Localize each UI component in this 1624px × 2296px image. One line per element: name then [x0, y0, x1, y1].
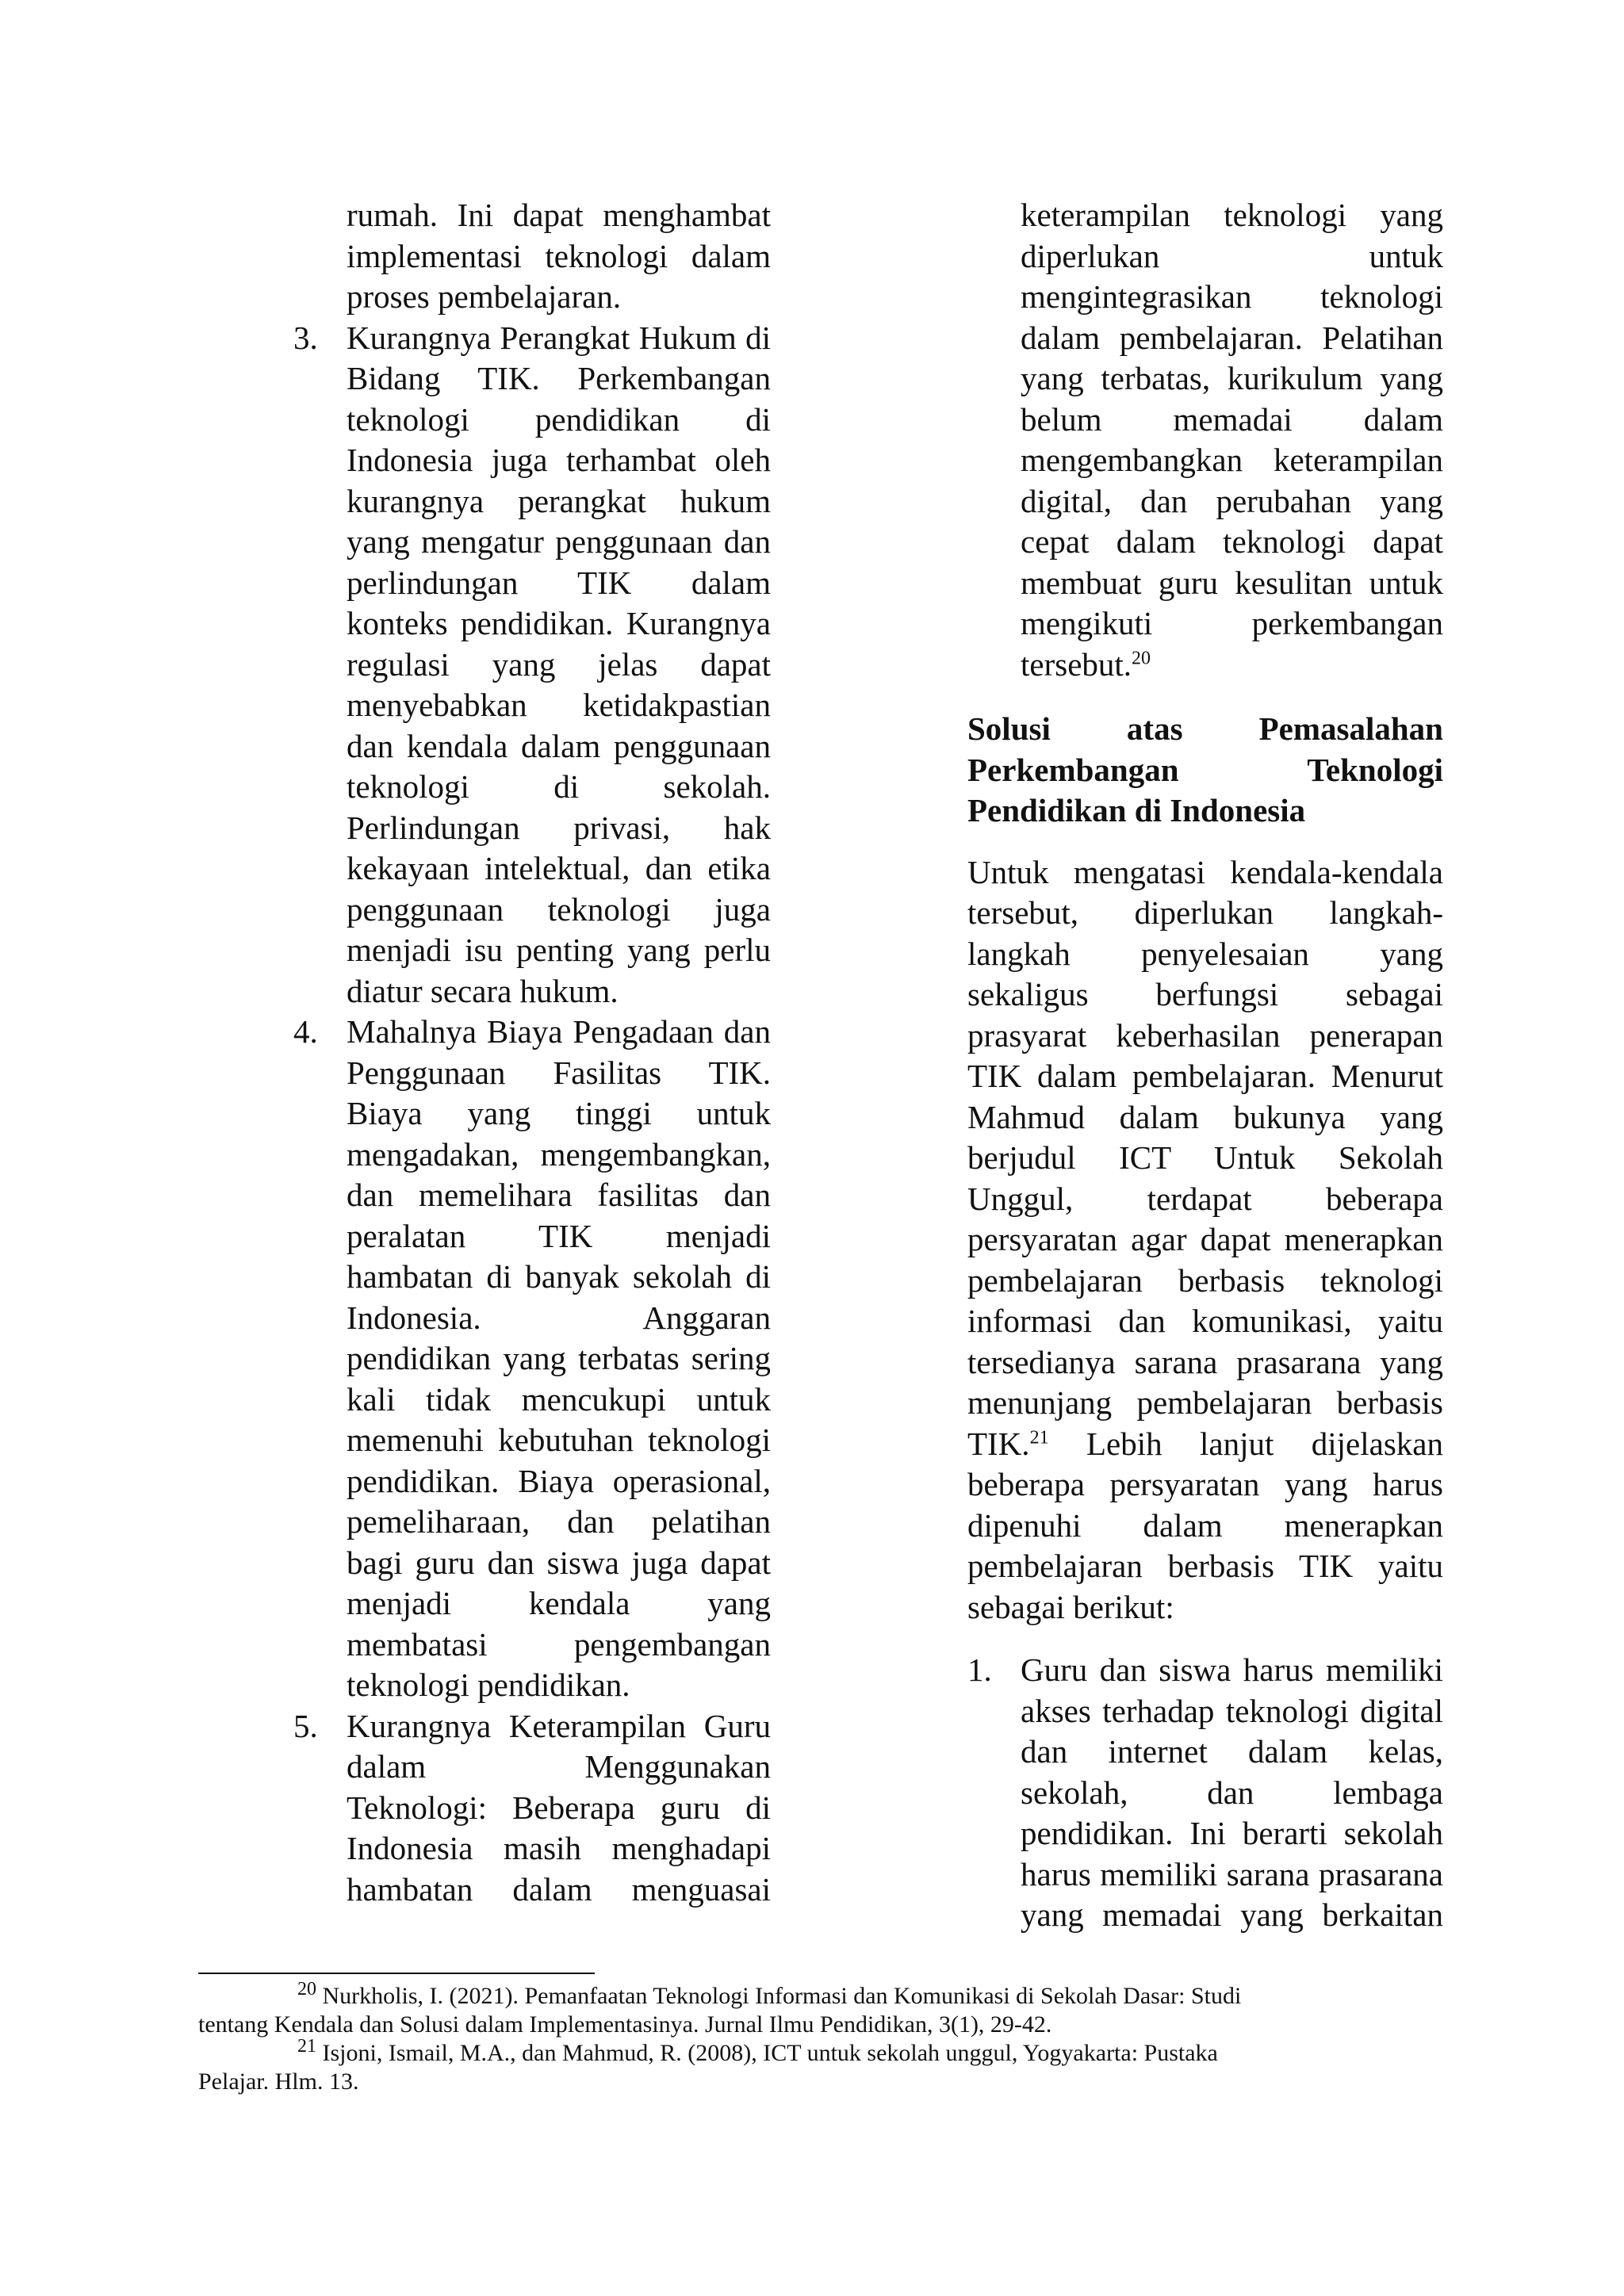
text-line: teknologi pendidikan.	[347, 1667, 630, 1703]
text-line: dan memelihara fasilitas dan	[347, 1177, 771, 1213]
list-item-1	[967, 1650, 1443, 1936]
text-line: regulasi yang jelas dapat	[347, 645, 771, 683]
text-line: diatur secara hukum.	[347, 972, 619, 1009]
text-line: menyebabkan ketidakpastian	[347, 687, 771, 723]
list-number: 4.	[293, 1013, 318, 1050]
section-heading	[967, 709, 1443, 832]
text-line: Kurangnya Perangkat Hukum di	[347, 319, 771, 356]
text-line: beberapa persyaratan yang harus	[967, 1466, 1443, 1502]
text-line: Biaya yang tinggi untuk	[347, 1095, 771, 1131]
text-line: kali tidak mencukupi untuk	[347, 1380, 771, 1418]
right-column	[967, 195, 1443, 1936]
list-item-5	[293, 1706, 771, 1911]
text-line	[967, 1424, 1443, 1465]
footnotes	[198, 1979, 1388, 2096]
text-line: Indonesia masih menghadapi	[347, 1830, 771, 1866]
text-line: dan internet dalam kelas,	[1021, 1733, 1443, 1770]
text-line: hambatan dalam menguasai	[347, 1870, 771, 1908]
text-line: Mahmud dalam bukunya yang	[967, 1098, 1443, 1135]
footnote-number: 21	[297, 2036, 316, 2057]
text-line: Guru dan siswa harus memiliki	[1021, 1651, 1443, 1688]
text-line: mengadakan, mengembangkan,	[347, 1135, 771, 1173]
text-line	[1021, 645, 1443, 686]
footnote-text: tentang Kendala dan Solusi dalam Implementasinya. Jurnal Ilmu Pendidikan, 3(1), 29-42.	[198, 2011, 1052, 2038]
text-line: pembelajaran berbasis teknologi	[967, 1261, 1443, 1299]
text-line: implementasi teknologi dalam	[347, 237, 771, 274]
list-number: 1.	[967, 1651, 992, 1688]
text-line: penggunaan teknologi juga	[347, 890, 771, 928]
text-line: belum memadai dalam	[1021, 400, 1443, 438]
text-line: dalam Menggunakan	[347, 1748, 771, 1785]
text-line: hambatan di banyak sekolah di	[347, 1258, 771, 1295]
text-line: TIK dalam pembelajaran. Menurut	[967, 1058, 1443, 1094]
text-line: membuat guru kesulitan untuk	[1021, 564, 1443, 601]
list-number: 3.	[293, 319, 318, 356]
text-line: digital, dan perubahan yang	[1021, 482, 1443, 519]
text-line: teknologi pendidikan di	[347, 400, 771, 438]
footnote-ref-21[interactable]: 21	[1029, 1426, 1049, 1448]
text-line: yang memadai yang berkaitan	[1021, 1896, 1443, 1933]
list-item-4	[293, 1012, 771, 1706]
text-line: sekaligus berfungsi sebagai	[967, 976, 1443, 1012]
text-line: memenuhi kebutuhan teknologi	[347, 1422, 771, 1458]
text-line: peralatan TIK menjadi	[347, 1217, 771, 1254]
text-line: bagi guru dan siswa juga dapat	[347, 1544, 771, 1581]
text-line: pendidikan. Biaya operasional,	[347, 1462, 771, 1499]
heading-line: Solusi atas Pemasalahan	[967, 710, 1443, 747]
text-line: Kurangnya Keterampilan Guru	[347, 1707, 771, 1744]
text-fragment: Lebih lanjut dijelaskan	[1048, 1425, 1443, 1462]
text-line: dipenuhi dalam menerapkan	[967, 1506, 1443, 1544]
text-line: Teknologi: Beberapa guru di	[347, 1789, 771, 1826]
left-column	[293, 195, 771, 1910]
text-line: akses terhadap teknologi digital	[1021, 1692, 1443, 1729]
text-line: teknologi di sekolah.	[347, 768, 771, 805]
body-paragraph	[967, 852, 1443, 1628]
list-number: 5.	[293, 1707, 318, 1744]
text-line: diperlukan untuk	[1021, 237, 1443, 274]
list-item-3	[293, 318, 771, 1012]
right-continuation-text	[1021, 195, 1443, 685]
text-line: mengembangkan keterampilan	[1021, 442, 1443, 478]
text-line: membatasi pengembangan	[347, 1625, 771, 1663]
text-line: prasyarat keberhasilan penerapan	[967, 1016, 1443, 1054]
footnote-ref-20[interactable]: 20	[1132, 647, 1151, 668]
text-line: langkah penyelesaian yang	[967, 935, 1443, 972]
text-line: pembelajaran berbasis TIK yaitu	[967, 1548, 1443, 1584]
text-line: tersedianya sarana prasarana yang	[967, 1343, 1443, 1380]
text-line: yang terbatas, kurikulum yang	[1021, 360, 1443, 396]
text-line: konteks pendidikan. Kurangnya	[347, 605, 771, 641]
text-line: rumah. Ini dapat menghambat	[347, 197, 771, 233]
text-line: mengikuti perkembangan	[1021, 605, 1443, 641]
text-line: persyaratan agar dapat menerapkan	[967, 1221, 1443, 1257]
text-line: pemeliharaan, dan pelatihan	[347, 1503, 771, 1540]
text-line: Indonesia juga terhambat oleh	[347, 442, 771, 478]
text-line: cepat dalam teknologi dapat	[1021, 523, 1443, 560]
text-line: kekayaan intelektual, dan etika	[347, 850, 771, 886]
text-line: Perlindungan privasi, hak	[347, 809, 771, 846]
text-line: dan kendala dalam penggunaan	[347, 727, 771, 764]
heading-line: Pendidikan di Indonesia	[967, 792, 1306, 828]
text-line: sebagai berikut:	[967, 1588, 1174, 1625]
text-line: keterampilan teknologi yang	[1021, 197, 1443, 233]
left-continuation-text	[347, 195, 771, 318]
text-line: kurangnya perangkat hukum	[347, 482, 771, 519]
text-line: proses pembelajaran.	[347, 278, 622, 315]
text-fragment: tersebut.	[1021, 645, 1132, 683]
text-line: berjudul ICT Untuk Sekolah	[967, 1139, 1443, 1176]
text-line: harus memiliki sarana prasarana	[1021, 1855, 1443, 1892]
text-line: Penggunaan Fasilitas TIK.	[347, 1054, 771, 1091]
text-line: Unggul, terdapat beberapa	[967, 1180, 1443, 1217]
text-line: Mahalnya Biaya Pengadaan dan	[347, 1013, 771, 1050]
text-line: menunjang pembelajaran berbasis	[967, 1384, 1443, 1421]
footnote-text: Isjoni, Ismail, M.A., dan Mahmud, R. (2008), ICT untuk sekolah unggul, Yogyakarta: Pustaka	[322, 2040, 1218, 2066]
footnote-text: Nurkholis, I. (2021). Pemanfaatan Teknologi Informasi dan Komunikasi di Sekolah Dasar: Studi	[322, 1983, 1242, 2009]
text-line: Bidang TIK. Perkembangan	[347, 360, 771, 396]
text-line: dalam pembelajaran. Pelatihan	[1021, 319, 1443, 356]
text-line: mengintegrasikan teknologi	[1021, 278, 1443, 315]
text-line: menjadi kendala yang	[347, 1585, 771, 1621]
footnote-number: 20	[297, 1979, 316, 1999]
footnote-separator	[198, 1973, 595, 1974]
text-line: sekolah, dan lembaga	[1021, 1774, 1443, 1811]
footnote-21	[198, 2036, 1388, 2068]
text-line: Indonesia. Anggaran	[347, 1299, 771, 1336]
text-line: pendidikan. Ini berarti sekolah	[1021, 1815, 1443, 1851]
text-line: informasi dan komunikasi, yaitu	[967, 1303, 1443, 1339]
text-line: Untuk mengatasi kendala-kendala	[967, 853, 1443, 890]
footnote-20	[198, 1979, 1388, 2011]
heading-line: Perkembangan Teknologi	[967, 751, 1443, 788]
text-line: perlindungan TIK dalam	[347, 564, 771, 601]
text-line: yang mengatur penggunaan dan	[347, 523, 771, 560]
text-line: pendidikan yang terbatas sering	[347, 1340, 771, 1376]
text-fragment: TIK.	[967, 1425, 1030, 1462]
footnote-text: Pelajar. Hlm. 13.	[198, 2068, 359, 2095]
text-line: menjadi isu penting yang perlu	[347, 932, 771, 968]
text-line: tersebut, diperlukan langkah-	[967, 894, 1443, 931]
